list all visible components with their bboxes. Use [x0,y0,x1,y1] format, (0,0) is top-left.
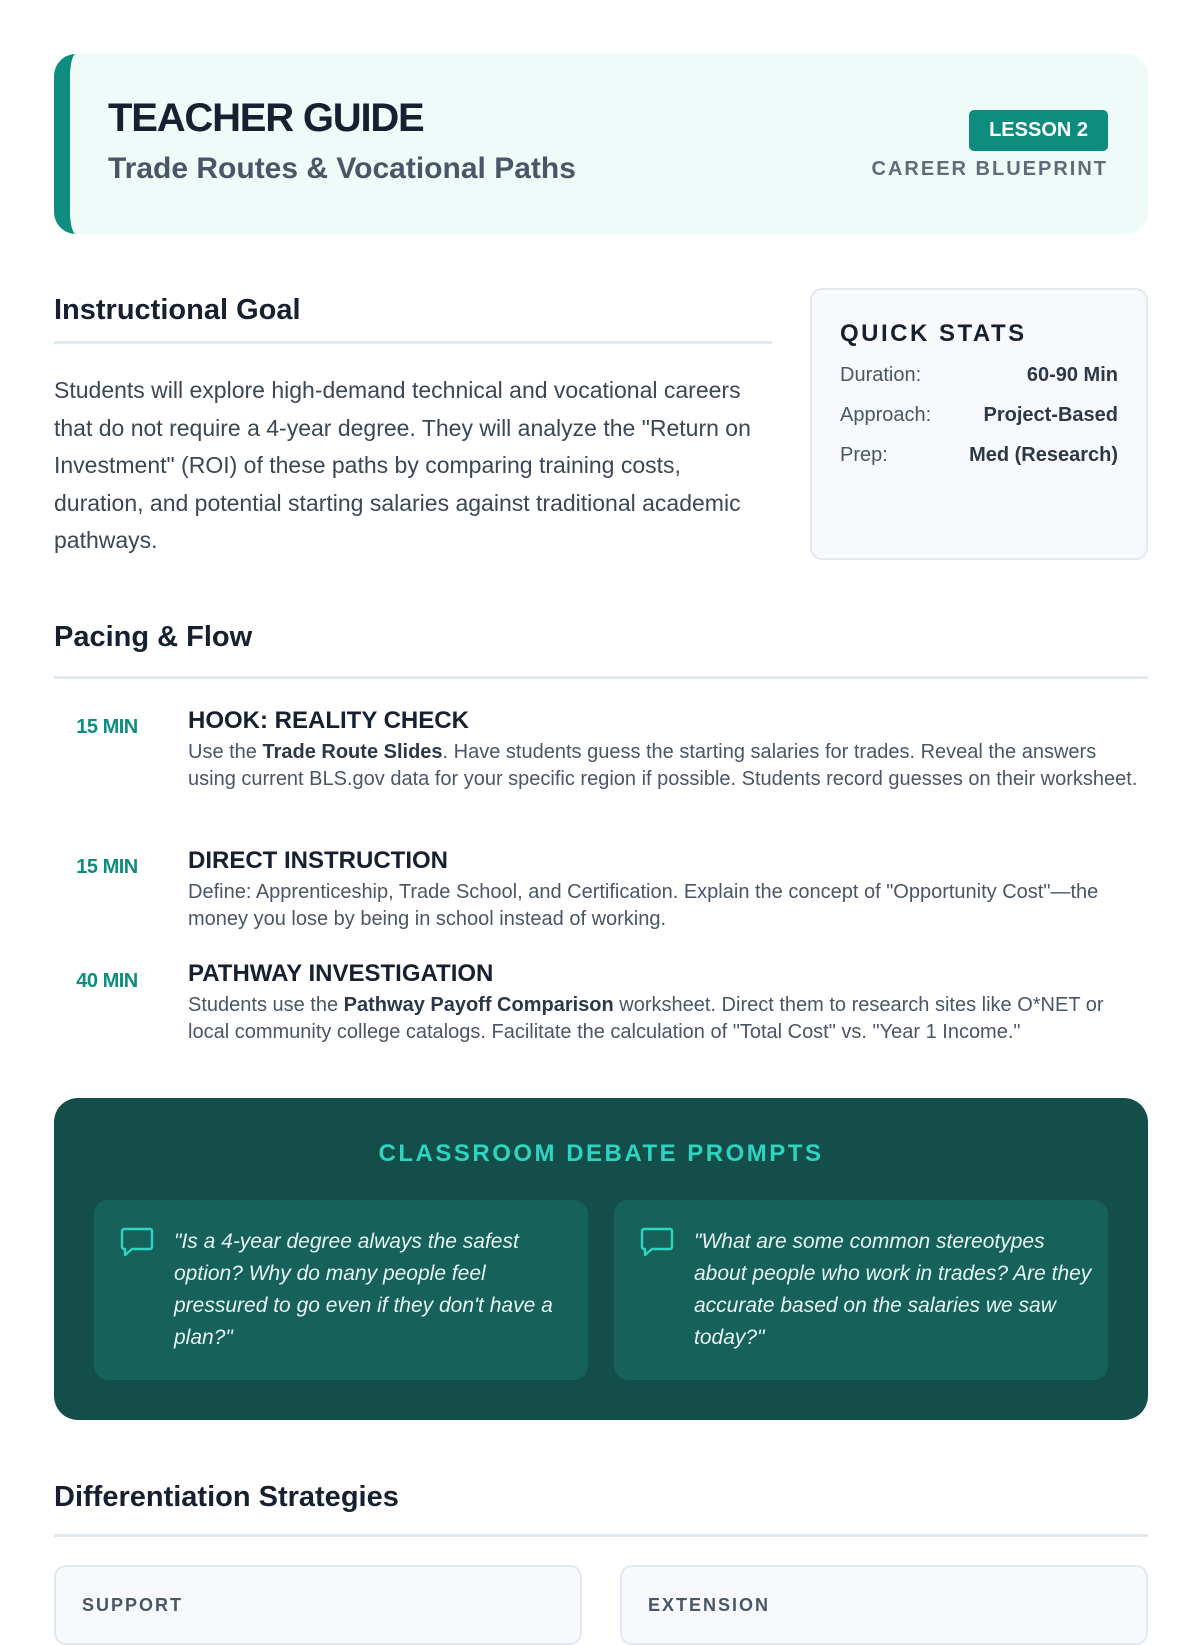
stat-value: 60-90 Min [1026,364,1118,386]
debate-prompt-card [94,1200,588,1380]
extension-label: EXTENSION [648,1595,771,1615]
debate-prompt-text: "Is a 4-year degree always the safest option? Why do many people feel pressured to go even if they don't have a plan?" [174,1230,553,1349]
extension-card [620,1565,1148,1645]
speech-bubble-icon [640,1226,674,1258]
step-description: Students use the Pathway Payoff Comparison worksheet. Direct them to research sites like O*NET or local community college catalogs. Facilitate the calculation of "Total Cost" vs. "Year 1 Income." [188,994,1104,1043]
page-title: TEACHER GUIDE [108,96,424,140]
step-description: Define: Apprenticeship, Trade School, and Certification. Explain the concept of "Opportunity Cost"—the money you lose by being in school instead of working. [188,881,1099,930]
stat-label: Approach: [840,404,932,426]
resource-name: Pathway Payoff Comparison [343,994,614,1016]
quick-stats-heading: QUICK STATS [840,320,1027,347]
stat-label: Duration: [840,364,922,386]
debate-prompt-text: "What are some common stereotypes about people who work in trades? Are they accurate based on the salaries we saw today?" [694,1230,1092,1349]
differentiation-divider [54,1534,1148,1537]
support-card [54,1565,582,1645]
step-title: DIRECT INSTRUCTION [188,847,448,874]
lesson-header [54,54,1148,234]
lesson-badge: LESSON 2 [969,110,1108,151]
debate-heading: CLASSROOM DEBATE PROMPTS [378,1140,824,1167]
step-description: Use the Trade Route Slides. Have students guess the starting salaries for trades. Reveal the answers using current BLS.gov data for your specific region if possible. Students record guesses on their worksheet. [188,741,1138,790]
quick-stats-card [810,288,1148,560]
step-duration: 15 MIN [76,856,138,878]
stat-value: Project-Based [983,404,1118,426]
differentiation-heading: Differentiation Strategies [54,1481,399,1513]
support-label: SUPPORT [82,1595,184,1615]
goal-text: Students will explore high-demand technical and vocational careers that do not require a 4-year degree. They will analyze the "Return on Investment" (ROI) of these paths by comparing training costs, duration, and potential starting salaries against traditional academic pathways. [54,377,751,553]
stat-value: Med (Research) [969,444,1118,466]
step-title: PATHWAY INVESTIGATION [188,960,494,987]
speech-bubble-icon [120,1226,154,1258]
resource-name: Trade Route Slides [262,741,443,763]
goal-divider [54,341,772,344]
page-subtitle: Trade Routes & Vocational Paths [108,152,576,185]
step-title: HOOK: REALITY CHECK [188,707,469,734]
pacing-heading: Pacing & Flow [54,621,253,653]
step-duration: 40 MIN [76,970,138,992]
series-label: CAREER BLUEPRINT [871,158,1108,180]
debate-prompts-panel [54,1098,1148,1420]
pacing-divider [54,676,1148,679]
goal-heading: Instructional Goal [54,294,301,326]
stat-label: Prep: [840,444,888,466]
step-duration: 15 MIN [76,716,138,738]
debate-prompt-card [614,1200,1108,1380]
